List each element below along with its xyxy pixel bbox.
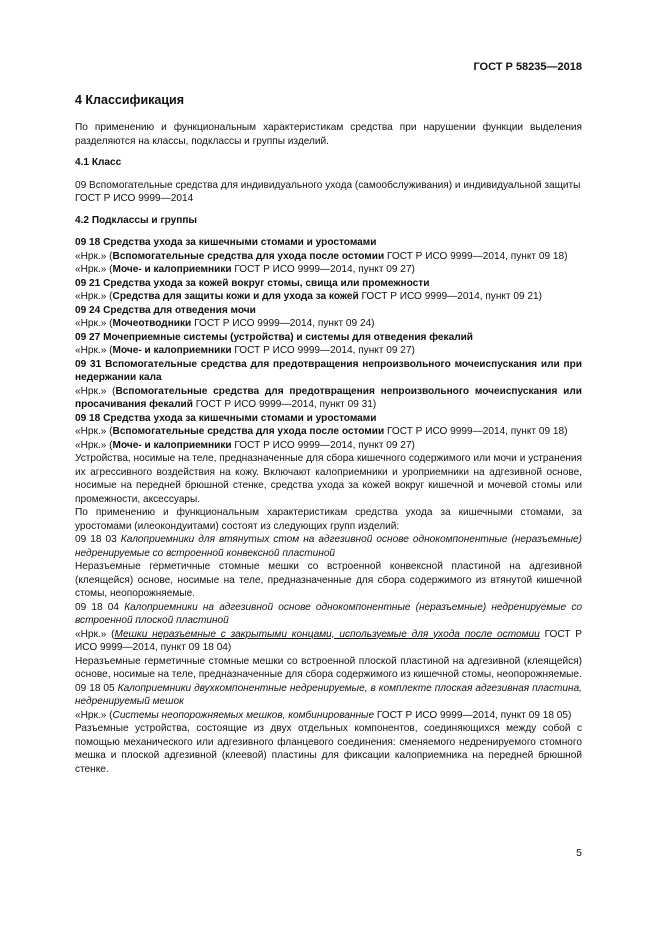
class-title: 4.1 Класс (75, 157, 122, 168)
nrk-label: «Нрк.» ( (75, 439, 113, 451)
ref-title: Моче- и калоприемники (112, 264, 232, 275)
group-code: 09 18 04 (75, 601, 125, 613)
ref-title: Мочеотводники (112, 318, 192, 329)
nrk-label: «Нрк.» ( (75, 426, 113, 437)
nrk-label: «Нрк.» ( (75, 291, 113, 302)
section-title: 4 Классификация (75, 93, 185, 107)
ref-rest: ГОСТ Р ИСО 9999—2014, пункт 09 18) (384, 250, 568, 262)
paragraph-devices: Устройства, носимые на теле, предназначенные для сбора кишечного содержимого или мочи и устранения их агрессивного воздействия на кожу. Включают калоприемники и уроприемники на адгезивной основе, носимые на передней брюшной стенке, средства ухода за кожей вокруг кишечной и мочевой стомы или промежности, аксессуары. (75, 453, 582, 505)
ref-rest: ГОСТ Р ИСО 9999—2014, пункт 09 27) (231, 264, 415, 275)
nrk-label: «Нрк.» ( (75, 345, 113, 356)
group-09-18-05 (75, 682, 582, 709)
group-title: Калоприемники для втянутых стом на адгезивной основе однокомпонентные (неразъемные) недренируемые со встроенной конвексной пластиной (75, 534, 582, 559)
nrk-reference (75, 385, 582, 412)
nrk-reference (75, 344, 582, 358)
nrk-reference (75, 317, 582, 331)
ref-title: Моче- и калоприемники (112, 439, 232, 451)
nrk-label: «Нрк.» ( (75, 709, 113, 721)
ref-title: Вспомогательные средства для ухода после остомии (112, 250, 385, 262)
ref-title: Средства для защиты кожи и для ухода за кожей (112, 291, 359, 302)
ref-title: Мешки неразъемные с закрытыми концами, используемые для ухода после остомии (114, 628, 540, 640)
page-number: 5 (576, 847, 582, 859)
nrk-label: «Нрк.» ( (75, 628, 115, 640)
ref-rest: ГОСТ Р ИСО 9999—2014, пункт 09 21) (358, 291, 542, 302)
nrk-reference (75, 439, 582, 453)
class-text: 09 Вспомогательные средства для индивидуального ухода (самообслуживания) и индивидуальной защиты (75, 179, 581, 191)
ref-rest: ГОСТ Р ИСО 9999—2014, пункт 09 18 04) (75, 628, 582, 653)
ref-rest: ГОСТ Р ИСО 9999—2014, пункт 09 24) (191, 318, 375, 329)
group-09-18-03 (75, 533, 582, 560)
group-09-18-04 (75, 601, 582, 628)
group-09-18-05-ref (75, 709, 582, 723)
subsection-title: 4.2 Подклассы и группы (75, 214, 198, 226)
subclass-heading: 09 18 Средства ухода за кишечными стомами и уростомами (75, 237, 377, 248)
group-09-18-04-ref (75, 628, 582, 655)
group-title: Калоприемники двухкомпонентные недренируемые, в комплекте плоская адгезивная пластина, недренируемый мешок (75, 682, 582, 707)
nrk-reference (75, 263, 582, 277)
group-code: 09 18 05 (75, 682, 118, 694)
subclass-heading: 09 18 Средства ухода за кишечными стомами и уростомами (75, 412, 377, 424)
group-code: 09 18 03 (75, 534, 121, 545)
ref-title: Вспомогательные средства для ухода после остомии (112, 426, 385, 437)
subclass-heading: 09 21 Средства ухода за кожей вокруг стомы, свища или промежности (75, 277, 430, 289)
ref-rest: ГОСТ Р ИСО 9999—2014, пункт 09 27) (231, 345, 415, 356)
nrk-reference (75, 250, 582, 264)
page-content (75, 93, 582, 776)
nrk-reference (75, 290, 582, 304)
group-09-18-03-text: Неразъемные герметичные стомные мешки со встроенной конвексной пластиной на адгезивной (клеящейся) основе, носимые на теле, предназначенные для сбора содержимого из втянутой кишечной стомы, неопорожняемые. (75, 561, 582, 599)
ref-title: Вспомогательные средства для предотвращения непроизвольного мочеиспускания или просачивания фекалий (75, 385, 582, 410)
nrk-label: «Нрк.» ( (75, 264, 113, 275)
ref-title: Моче- и калоприемники (112, 345, 232, 356)
nrk-label: «Нрк.» ( (75, 318, 113, 329)
document-header-id: ГОСТ Р 58235—2018 (473, 61, 582, 73)
ref-title: Системы неопорожняемых мешков, комбинированные (112, 709, 375, 721)
ref-rest: ГОСТ Р ИСО 9999—2014, пункт 09 27) (231, 439, 415, 451)
nrk-label: «Нрк.» ( (75, 250, 113, 262)
entry-list (75, 236, 582, 452)
group-09-18-05-text: Разъемные устройства, состоящие из двух отдельных компонентов, соединяющихся между собой с помощью механического или адгезивного фланцевого соединения: сменяемого недренируемого стомного мешка и плоской адгезивной (клеевой) пластины для фиксации калоприемника на передней брюшной стенке. (75, 723, 582, 775)
subclass-heading: 09 31 Вспомогательные средства для предотвращения непроизвольного мочеиспускания или при недержании кала (75, 358, 582, 383)
group-09-18-04-text: Неразъемные герметичные стомные мешки со встроенной плоской пластиной на адгезивной (клеящейся) основе, носимые на теле, предназначенные для сбора содержимого из кишечной стомы, неопорожняемые. (75, 655, 582, 680)
section-intro: По применению и функциональным характеристикам средства при нарушении функции выделения разделяются на классы, подклассы и группы изделий. (75, 122, 582, 147)
paragraph-groups: По применению и функциональным характеристикам средства ухода за кишечными стомами, за уростомами (илеокондуитами) состоят из следующих групп изделий: (75, 507, 582, 532)
subclass-heading: 09 27 Мочеприемные системы (устройства) и системы для отведения фекалий (75, 331, 474, 343)
ref-rest: ГОСТ Р ИСО 9999—2014, пункт 09 18) (384, 426, 568, 437)
nrk-reference (75, 425, 582, 439)
ref-rest: ГОСТ Р ИСО 9999—2014, пункт 09 31) (192, 399, 377, 410)
class-ref: ГОСТ Р ИСО 9999—2014 (75, 193, 194, 204)
ref-rest: ГОСТ Р ИСО 9999—2014, пункт 09 18 05) (374, 709, 572, 721)
subclass-heading: 09 24 Средства для отведения мочи (75, 304, 256, 316)
group-title: Калоприемники на адгезивной основе однокомпонентные (неразъемные) недренируемые со встроенной плоской пластиной (75, 601, 582, 626)
nrk-label: «Нрк.» ( (75, 385, 116, 397)
